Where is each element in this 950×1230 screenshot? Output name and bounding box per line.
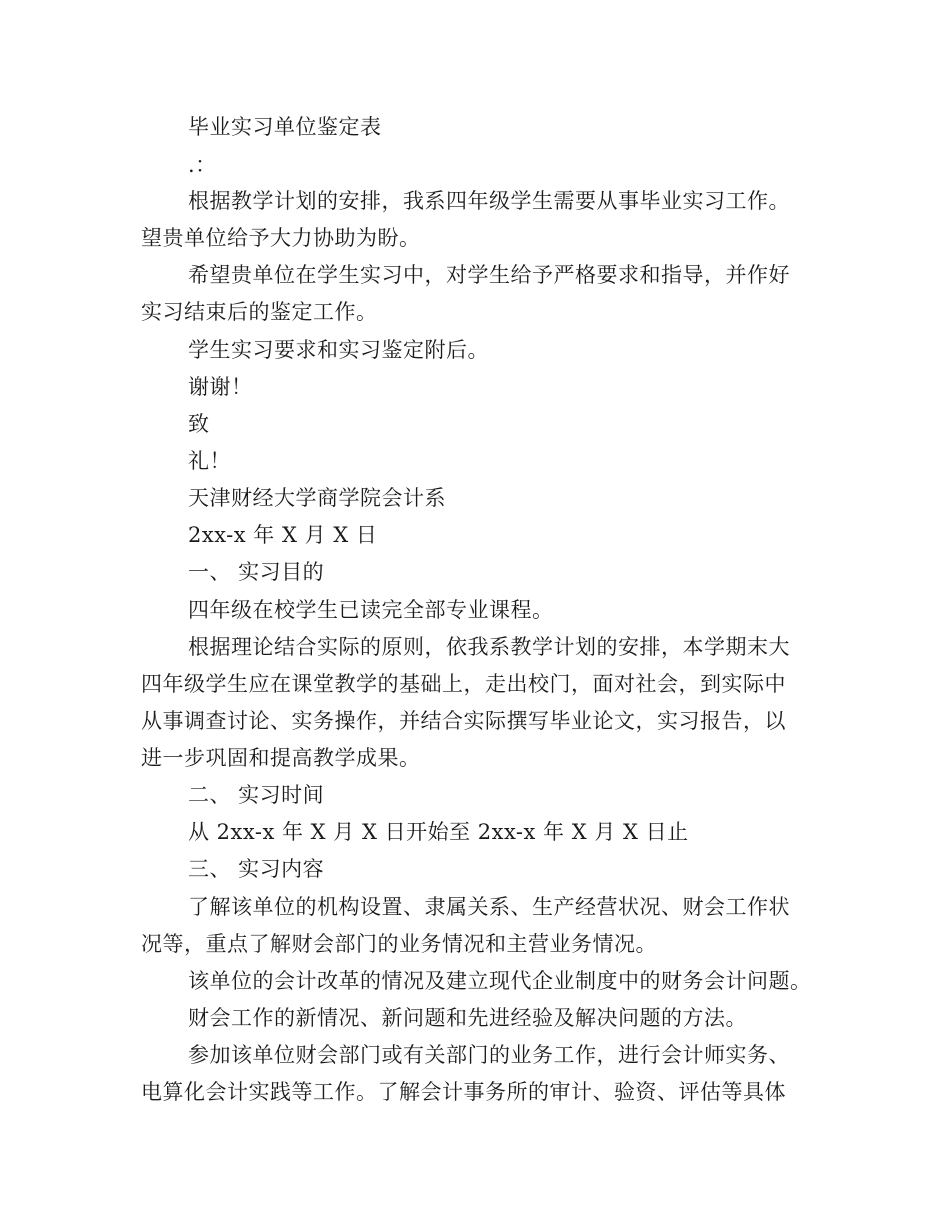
paragraph-1-line-1: 根据教学计划的安排，我系四年级学生需要从事毕业实习工作。 [188,189,790,213]
section-2-heading: 二、 实习时间 [188,783,325,807]
section-2-paragraph-1: 从 2xx-x 年 X 月 X 日开始至 2xx-x 年 X 月 X 日止 [188,820,689,844]
date-line: 2xx-x 年 X 月 X 日 [188,523,378,547]
document-title: 毕业实习单位鉴定表 [188,115,382,139]
section-3-paragraph-1-line-2: 况等，重点了解财会部门的业务情况和主营业务情况。 [141,932,657,956]
section-1-paragraph-2-line-2: 四年级学生应在课堂教学的基础上，走出校门，面对社会，到实际中 [141,672,786,696]
section-1-paragraph-1: 四年级在校学生已读完全部专业课程。 [188,598,554,622]
section-1-paragraph-2-line-3: 从事调查讨论、实务操作，并结合实际撰写毕业论文，实习报告，以 [141,709,786,733]
section-3-paragraph-1-line-1: 了解该单位的机构设置、隶属关系、生产经营状况、财会工作状 [188,895,790,919]
section-3-paragraph-4-line-1: 参加该单位财会部门或有关部门的业务工作，进行会计师实务、 [188,1043,790,1067]
section-1-paragraph-2-line-4: 进一步巩固和提高教学成果。 [141,746,421,770]
signature: 天津财经大学商学院会计系 [188,486,446,510]
section-3-paragraph-4-line-2: 电算化会计实践等工作。了解会计事务所的审计、验资、评估等具体 [141,1080,786,1104]
salutation: .： [188,153,217,177]
section-1-heading: 一、 实习目的 [188,560,325,584]
paragraph-3: 学生实习要求和实习鉴定附后。 [188,338,489,362]
section-3-paragraph-2: 该单位的会计改革的情况及建立现代企业制度中的财务会计问题。 [188,969,812,993]
paragraph-2-line-2: 实习结束后的鉴定工作。 [141,300,378,324]
section-3-paragraph-3: 财会工作的新情况、新问题和先进经验及解决问题的方法。 [188,1006,747,1030]
section-1-paragraph-2-line-1: 根据理论结合实际的原则，依我系教学计划的安排，本学期末大 [188,635,790,659]
paragraph-2-line-1: 希望贵单位在学生实习中，对学生给予严格要求和指导，并作好 [188,263,790,287]
section-3-heading: 三、 实习内容 [188,857,325,881]
closing-line-2: 礼！ [188,449,231,473]
closing-line-1: 致 [188,412,210,436]
thanks-line: 谢谢！ [188,375,253,399]
paragraph-1-line-2: 望贵单位给予大力协助为盼。 [141,226,421,250]
